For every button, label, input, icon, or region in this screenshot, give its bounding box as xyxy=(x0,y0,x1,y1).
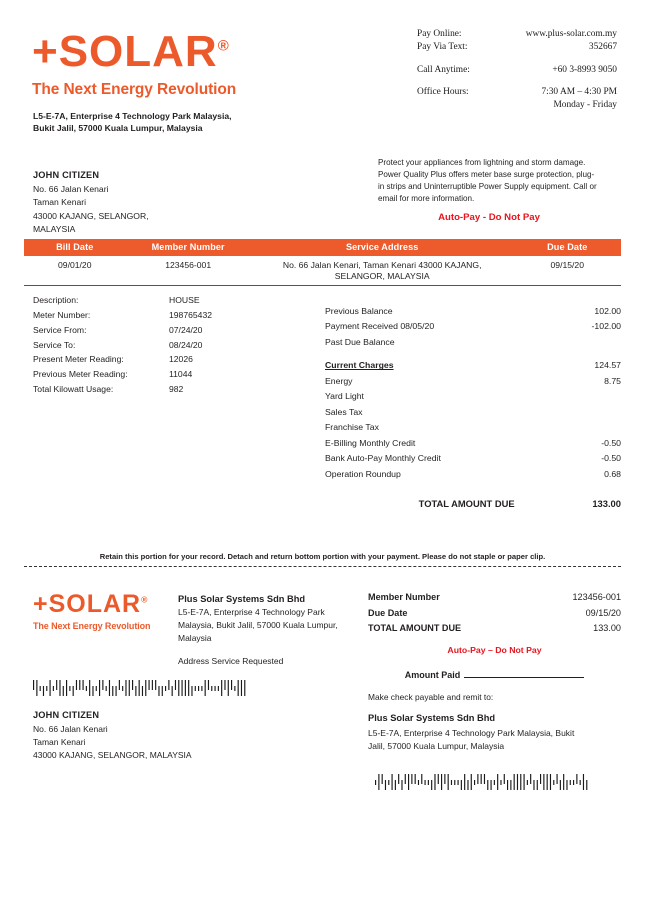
service-address-line-1: No. 66 Jalan Kenari, Taman Kenari 43000 KAJANG, xyxy=(282,259,482,270)
service-address-line-2: SELANGOR, MALAYSIA xyxy=(334,271,430,282)
customer-address-line-2: Taman Kenari xyxy=(33,197,87,208)
charge-row-current-charges xyxy=(325,359,621,374)
charges-section xyxy=(325,305,621,514)
charges-spacer xyxy=(325,351,621,359)
detail-label: Present Meter Reading: xyxy=(33,354,124,365)
charge-label: Yard Light xyxy=(325,391,364,402)
detail-label: Service To: xyxy=(33,339,76,350)
current-charges-label: Current Charges xyxy=(325,360,394,371)
detail-label: Meter Number: xyxy=(33,309,91,320)
charge-label: Operation Roundup xyxy=(325,468,401,479)
charge-amount-sales-tax xyxy=(568,406,621,421)
remit-address-line-1: L5-E-7A, Enterprise 4 Technology Park Malaysia, Bukit xyxy=(368,728,575,739)
stub-due-date-value: 09/15/20 xyxy=(585,607,621,618)
promo-notice-text: Protect your appliances from lightning and storm damage. Power Quality Plus offers meter base surge protection, plug-in strips and Uninterruptible Power Supply equipment. Call or email for more information. xyxy=(378,158,597,204)
column-header-member-number: Member Number xyxy=(125,239,250,256)
amount-paid-label: Amount Paid xyxy=(404,670,461,680)
contact-row-office-hours xyxy=(417,86,617,99)
detail-value-previous-reading: 11044 xyxy=(169,369,193,380)
charge-row-energy xyxy=(325,375,621,390)
autopay-warning: Auto-Pay - Do Not Pay xyxy=(438,211,540,223)
bill-summary-table xyxy=(24,239,621,290)
contact-label: Pay Via Text: xyxy=(417,42,468,53)
column-header-due-date: Due Date xyxy=(514,239,621,256)
stub-brand-logo xyxy=(33,592,150,631)
remit-instructions: Make check payable and remit to: xyxy=(368,692,494,702)
stub-total-label: TOTAL AMOUNT DUE xyxy=(368,623,462,634)
charge-amount-current-charges: 124.57 xyxy=(594,360,621,371)
detail-row-service-from xyxy=(33,324,212,339)
detail-row-present-reading xyxy=(33,353,212,368)
charge-amount-past-due xyxy=(568,336,621,351)
stub-company-name: Plus Solar Systems Sdn Bhd xyxy=(178,594,306,604)
charge-row-total xyxy=(325,483,621,514)
logo-plus-icon: + xyxy=(32,27,59,76)
detail-value-description: HOUSE xyxy=(169,295,200,305)
charge-row-payment-received xyxy=(325,320,621,335)
postal-barcode-customer xyxy=(33,678,249,698)
charge-label: Franchise Tax xyxy=(325,422,379,433)
amount-paid-write-in-line[interactable] xyxy=(464,668,584,678)
stub-company-line-1: L5-E-7A, Enterprise 4 Technology Park xyxy=(178,607,325,618)
stub-customer-line-2: Taman Kenari xyxy=(33,736,86,747)
charge-label: Sales Tax xyxy=(325,406,363,417)
charge-amount-operation-roundup: 0.68 xyxy=(604,468,621,479)
contact-info xyxy=(417,28,617,113)
column-header-bill-date: Bill Date xyxy=(24,239,125,256)
charge-amount-energy: 8.75 xyxy=(604,375,621,386)
stub-logo-text: SOLAR xyxy=(48,590,142,618)
contact-value-phone: +60 3-8993 9050 xyxy=(552,64,617,75)
stub-brand-tagline: The Next Energy Revolution xyxy=(33,621,151,631)
contact-label: Call Anytime: xyxy=(417,64,470,75)
detail-value-present-reading: 12026 xyxy=(169,354,193,365)
remit-address-line-2: Jalil, 57000 Kuala Lumpur, Malaysia xyxy=(368,741,505,752)
stub-customer-name: JOHN CITIZEN xyxy=(33,710,100,720)
address-service-requested: Address Service Requested xyxy=(178,655,284,666)
stub-total-value: 133.00 xyxy=(593,623,621,634)
cell-member-number: 123456-001 xyxy=(165,259,212,270)
stub-row-member-number xyxy=(368,591,621,607)
contact-label: Office Hours: xyxy=(417,87,469,98)
stub-customer-line-1: No. 66 Jalan Kenari xyxy=(33,723,108,734)
stub-logo-wordmark xyxy=(33,592,150,617)
charge-amount-yard-light xyxy=(568,390,621,405)
charge-row-operation-roundup xyxy=(325,468,621,483)
detail-value-meter-number: 198765432 xyxy=(169,309,213,320)
contact-value-website[interactable]: www.plus-solar.com.my xyxy=(525,29,617,39)
contact-label xyxy=(417,99,490,112)
stub-customer-line-3: 43000 KAJANG, SELANGOR, MALAYSIA xyxy=(33,750,192,761)
detach-dashed-line xyxy=(24,566,621,567)
charge-label: Bank Auto-Pay Monthly Credit xyxy=(325,453,441,464)
stub-member-number-label: Member Number xyxy=(368,592,440,602)
stub-due-date-label: Due Date xyxy=(368,607,408,618)
detail-label: Service From: xyxy=(33,324,87,335)
detail-row-previous-reading xyxy=(33,368,212,383)
charge-label: E-Billing Monthly Credit xyxy=(325,437,416,448)
charge-row-autopay-credit xyxy=(325,452,621,467)
column-header-service-address: Service Address xyxy=(251,239,514,256)
charge-row-past-due xyxy=(325,336,621,351)
contact-row-office-days xyxy=(417,99,617,112)
contact-spacer xyxy=(417,77,617,86)
stub-customer-address xyxy=(33,708,192,763)
charge-amount-previous-balance: 102.00 xyxy=(594,306,621,316)
stub-row-total xyxy=(368,622,621,638)
customer-address-line-3: 43000 KAJANG, SELANGOR, xyxy=(33,210,149,221)
stub-company-line-3: Malaysia xyxy=(178,632,212,643)
charge-row-sales-tax xyxy=(325,406,621,421)
contact-row-pay-online xyxy=(417,28,617,41)
detail-row-description xyxy=(33,294,212,309)
contact-row-pay-via-text xyxy=(417,41,617,54)
charge-label: Payment Received 08/05/20 xyxy=(325,321,435,332)
charge-label: Previous Balance xyxy=(325,306,393,316)
brand-tagline: The Next Energy Revolution xyxy=(32,81,237,98)
contact-value-days: Monday - Friday xyxy=(553,100,617,111)
contact-value-text-code: 352667 xyxy=(588,42,617,53)
contact-label: Pay Online: xyxy=(417,29,462,39)
charge-row-franchise-tax xyxy=(325,421,621,436)
charge-row-previous-balance xyxy=(325,305,621,320)
stub-member-number-value: 123456-001 xyxy=(572,592,621,602)
contact-row-call-anytime xyxy=(417,64,617,77)
charge-amount-franchise-tax xyxy=(568,421,621,436)
customer-name: JOHN CITIZEN xyxy=(33,170,100,180)
remit-address xyxy=(368,711,618,753)
contact-spacer xyxy=(417,55,617,64)
logo-wordmark xyxy=(32,27,236,76)
stub-payment-summary xyxy=(368,591,621,638)
detail-label: Description: xyxy=(33,295,79,305)
detail-value-service-from: 07/24/20 xyxy=(169,324,203,335)
company-address xyxy=(33,110,232,135)
charge-amount-ebilling-credit: -0.50 xyxy=(601,437,621,448)
detach-instructions: Retain this portion for your record. Detach and return bottom portion with your payment. Please do not staple or paper clip. xyxy=(99,552,546,561)
summary-divider xyxy=(24,285,621,286)
brand-logo xyxy=(32,27,237,99)
stub-registered-trademark-icon: ® xyxy=(141,594,148,605)
registered-trademark-icon: ® xyxy=(217,37,229,55)
charge-label: Past Due Balance xyxy=(325,336,395,347)
company-address-line-1: L5-E-7A, Enterprise 4 Technology Park Malaysia, xyxy=(33,111,232,121)
charge-amount-autopay-credit: -0.50 xyxy=(601,453,621,464)
postal-barcode-remit xyxy=(375,772,591,792)
detail-label: Total Kilowatt Usage: xyxy=(33,384,114,395)
amount-paid-field[interactable] xyxy=(368,668,621,680)
detail-row-service-to xyxy=(33,339,212,354)
service-details xyxy=(33,294,212,398)
detail-value-total-usage: 982 xyxy=(169,384,184,395)
charge-row-yard-light xyxy=(325,390,621,405)
summary-header-row xyxy=(24,239,621,256)
stub-logo-plus-icon: + xyxy=(33,590,49,618)
detail-value-service-to: 08/24/20 xyxy=(169,339,203,350)
charge-row-ebilling-credit xyxy=(325,437,621,452)
contact-value-hours: 7:30 AM – 4:30 PM xyxy=(541,87,617,98)
remit-company-name: Plus Solar Systems Sdn Bhd xyxy=(368,713,496,723)
stub-row-due-date xyxy=(368,607,621,623)
stub-autopay-warning: Auto-Pay – Do Not Pay xyxy=(447,645,542,655)
cell-due-date: 09/15/20 xyxy=(550,259,584,270)
detail-row-meter-number xyxy=(33,309,212,324)
customer-address xyxy=(33,168,149,237)
stub-company-block xyxy=(178,592,358,668)
customer-address-line-4: MALAYSIA xyxy=(33,224,76,235)
customer-address-line-1: No. 66 Jalan Kenari xyxy=(33,183,109,194)
total-amount-due-label: TOTAL AMOUNT DUE xyxy=(418,498,515,510)
detail-row-total-usage xyxy=(33,383,212,398)
cell-bill-date: 09/01/20 xyxy=(58,259,92,270)
logo-text: SOLAR xyxy=(58,27,218,76)
company-address-line-2: Bukit Jalil, 57000 Kuala Lumpur, Malaysia xyxy=(33,123,203,134)
charge-label: Energy xyxy=(325,375,353,386)
detail-label: Previous Meter Reading: xyxy=(33,369,128,380)
stub-company-line-2: Malaysia, Bukit Jalil, 57000 Kuala Lumpur, xyxy=(178,620,338,631)
total-amount-due-value: 133.00 xyxy=(592,498,621,510)
charge-amount-payment-received: -102.00 xyxy=(591,321,621,332)
promo-notice xyxy=(378,157,600,225)
